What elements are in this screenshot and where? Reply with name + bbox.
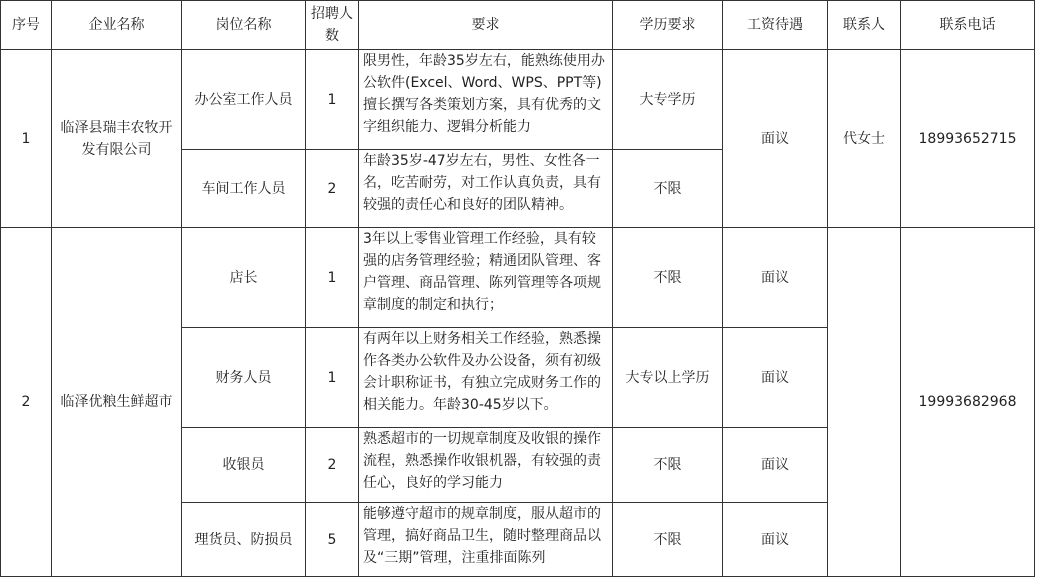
job-education: 不限 — [613, 150, 723, 228]
job-education: 不限 — [613, 228, 723, 328]
company-phone: 19993682968 — [901, 228, 1035, 577]
job-count: 2 — [306, 428, 359, 503]
table-row — [1, 50, 1035, 150]
job-count: 1 — [306, 50, 359, 150]
job-salary: 面议 — [723, 428, 828, 503]
header-position: 岗位名称 — [182, 1, 306, 50]
job-requirements: 有两年以上财务相关工作经验，熟悉操作各类办公软件及办公设备，须有初级会计职称证书，有独立完成财务工作的相关能力。年龄30-45岁以下。 — [359, 328, 613, 428]
header-count — [306, 1, 359, 50]
job-count: 5 — [306, 503, 359, 577]
job-count: 2 — [306, 150, 359, 228]
job-requirements: 限男性，年龄35岁左右，能熟练使用办公软件(Excel、Word、WPS、PPT等)擅长撰写各类策划方案，具有优秀的文字组织能力、逻辑分析能力 — [359, 50, 613, 150]
company-index: 2 — [1, 228, 52, 577]
company-contact: 代女士 — [828, 50, 901, 228]
company-name — [52, 50, 182, 228]
company-contact — [828, 228, 901, 577]
job-position: 理货员、防损员 — [182, 503, 306, 577]
job-salary: 面议 — [723, 328, 828, 428]
job-education: 不限 — [613, 503, 723, 577]
job-position: 车间工作人员 — [182, 150, 306, 228]
job-position: 收银员 — [182, 428, 306, 503]
company-index: 1 — [1, 50, 52, 228]
header-contact: 联系人 — [828, 1, 901, 50]
job-position: 办公室工作人员 — [182, 50, 306, 150]
company-salary: 面议 — [723, 50, 828, 228]
header-company: 企业名称 — [52, 1, 182, 50]
job-count: 1 — [306, 328, 359, 428]
company-phone: 18993652715 — [901, 50, 1035, 228]
header-requirements: 要求 — [359, 1, 613, 50]
company-name-text: 临泽优粮生鲜超市 — [60, 394, 173, 410]
job-education: 大专学历 — [613, 50, 723, 150]
job-count: 1 — [306, 228, 359, 328]
job-education: 大专以上学历 — [613, 328, 723, 428]
header-salary: 工资待遇 — [723, 1, 828, 50]
job-requirements: 3年以上零售业管理工作经验，具有较强的店务管理经验；精通团队管理、客户管理、商品管理、陈列管理等各项规章制度的制定和执行； — [359, 228, 613, 328]
header-count-label: 招聘人数 — [311, 6, 353, 44]
job-requirements: 年龄35岁-47岁左右，男性、女性各一名，吃苦耐劳，对工作认真负责，具有较强的责任心和良好的团队精神。 — [359, 150, 613, 228]
company-name — [52, 228, 182, 577]
job-position: 店长 — [182, 228, 306, 328]
job-education: 不限 — [613, 428, 723, 503]
job-salary: 面议 — [723, 503, 828, 577]
header-education: 学历要求 — [613, 1, 723, 50]
table-row — [1, 228, 1035, 328]
job-requirements: 熟悉超市的一切规章制度及收银的操作流程，熟悉操作收银机器，有较强的责任心，良好的学习能力 — [359, 428, 613, 503]
header-index: 序号 — [1, 1, 52, 50]
job-requirements: 能够遵守超市的规章制度，服从超市的管理，搞好商品卫生，随时整理商品以及“三期”管理，注重排面陈列 — [359, 503, 613, 577]
company-name-text: 临泽县瑞丰农牧开发有限公司 — [60, 119, 173, 158]
header-row — [1, 1, 1035, 50]
job-salary: 面议 — [723, 228, 828, 328]
job-position: 财务人员 — [182, 328, 306, 428]
header-phone: 联系电话 — [901, 1, 1035, 50]
